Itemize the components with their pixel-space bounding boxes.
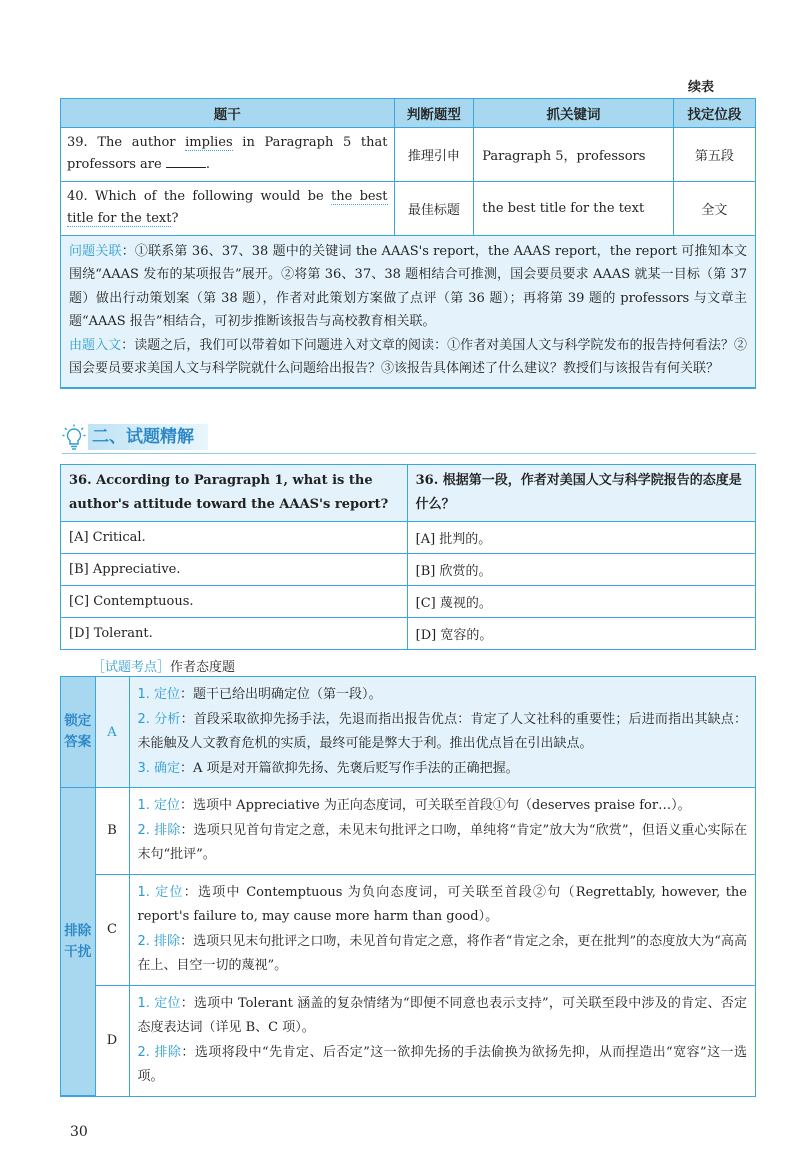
analysis-table-header	[61, 99, 755, 127]
entry-into-text: 由题入文：读题之后，我们可以带着如下问题进入对文章的阅读：①作者对美国人文与科学院发布的报告持何看法？②国会要员要求美国人文与科学院就什么问题给出报告？③该报告具体阐述了什么建议？教授们与该报告有何关联？	[69, 337, 747, 376]
option-c-zh: [C] 蔑视的。	[407, 585, 755, 617]
option-d-zh: [D] 宽容的。	[415, 627, 493, 643]
solution-row-c	[61, 874, 755, 985]
option-a-zh: [A] 批判的。	[407, 521, 755, 553]
option-b-en: [B] Appreciative.	[61, 553, 407, 585]
section-title: 二、试题精解	[88, 424, 208, 450]
question-relation: 问题关联：①联系第 36、37、38 题中的关键词 the AAAS's report，the AAAS report，the report 可推知本文围绕“AAAS 发布的某项报告”展开。②将第 36、37、38 题相结合可推测，国会要员要求 AAAS 就某一目标（第 37 题）做出行动策划案（第 38 题），作者对此策划方案做了点评（第 36 题）；再将第 39 题的 professors 与文章主题“AAAS 报告”相结合，可初步推断该报告与高校教育相关联。	[69, 243, 747, 329]
header-type: 判断题型	[394, 99, 474, 127]
option-b-zh: [B] 欣赏的。	[407, 553, 755, 585]
table-row-q39	[61, 127, 755, 181]
test-point-value: 作者态度题	[170, 660, 236, 675]
q40-location: 全文	[673, 181, 755, 235]
solution-table	[60, 676, 756, 1097]
section-divider	[62, 453, 756, 454]
q39-keywords: Paragraph 5，professors	[474, 127, 674, 181]
solution-body-d: 1. 定位：选项中 Tolerant 涵盖的复杂情绪为“即便不同意也表示支持”，可关联至段中涉及的肯定、否定态度表达词（详见 B、C 项）。 2. 排除：选项将段中“先肯定、后否定”这一欲抑先扬的手法偷换为欲扬先抑，从而捏造出“宽容”这一选项。	[137, 995, 747, 1084]
q39-stem: 39. The author implies in Paragraph 5 that professors are .	[61, 127, 394, 181]
header-stem: 题干	[61, 99, 394, 127]
test-point	[92, 656, 235, 675]
solution-row-a	[61, 677, 755, 788]
table-row	[61, 617, 755, 649]
solution-body-a: 1. 定位：题干已给出明确定位（第一段）。 2. 分析：首段采取欲抑先扬手法，先退而指出报告优点：肯定了人文社科的重要性；后进而指出其缺点：未能触及人文教育危机的实质，最终可能是弊大于利。推出优点旨在引出缺点。 3. 确定：A 项是对开篇欲抑先扬、先褒后贬写作手法的正确把握。	[129, 677, 755, 788]
option-letter-d: D	[95, 985, 129, 1096]
question-stem-row	[61, 465, 755, 521]
table-row	[61, 521, 755, 553]
header-keywords: 抓关键词	[474, 99, 674, 127]
solution-row-d	[61, 985, 755, 1096]
option-letter-b: B	[95, 788, 129, 875]
continued-label: 续表	[688, 80, 715, 95]
option-letter-c: C	[95, 874, 129, 985]
test-point-label: ［试题考点］	[92, 660, 171, 675]
analysis-table	[60, 98, 756, 389]
solution-body-b: 1. 定位：选项中 Appreciative 为正向态度词，可关联至首段①句（deserves praise for…）。 2. 排除：选项只见首句肯定之意，未见末句批评之口吻，单纯将“肯定”放大为“欣赏”，但语义重心实际在末句“批评”。	[129, 788, 755, 875]
table-row	[61, 553, 755, 585]
solution-row-b	[61, 788, 755, 875]
q40-keywords: the best title for the text	[474, 181, 674, 235]
table-row-q40	[61, 181, 755, 235]
table-row	[61, 585, 755, 617]
question-table	[60, 464, 756, 650]
option-c-en: [C] Contemptuous.	[61, 585, 407, 617]
analysis-notes	[61, 235, 755, 387]
question-stem-zh: 36. 根据第一段，作者对美国人文与科学院报告的态度是什么？	[407, 465, 755, 521]
lightbulb-icon	[62, 424, 86, 452]
q39-type: 推理引申	[394, 127, 474, 181]
q39-location: 第五段	[673, 127, 755, 181]
solution-body-c: 1. 定位：选项中 Contemptuous 为负向态度词，可关联至首段②句（Regrettably, however, the report's failure to, may cause more harm than good）。 2. 排除：选项只见末句批评之口吻，未见首句肯定之意，将作者“肯定之余，更在批判”的态度放大为“高高在上、目空一切的蔑视”。	[129, 874, 755, 985]
group-exclude-distractors: 排除干扰	[61, 788, 95, 1096]
question-stem-en: 36. According to Paragraph 1, what is the author's attitude toward the AAAS's report?	[61, 465, 407, 521]
group-lock-answer: 锁定答案	[61, 677, 95, 788]
option-a-en: [A] Critical.	[61, 521, 407, 553]
notes-row	[61, 235, 755, 387]
page-number: 30	[70, 1124, 88, 1140]
header-location: 找定位段	[673, 99, 755, 127]
option-letter-a: A	[95, 677, 129, 788]
option-d-en: [D] Tolerant.	[61, 617, 407, 649]
q40-type: 最佳标题	[394, 181, 474, 235]
answer-blank	[166, 167, 206, 168]
q40-stem: 40. Which of the following would be the best title for the text?	[61, 181, 394, 235]
section-header	[62, 422, 756, 454]
